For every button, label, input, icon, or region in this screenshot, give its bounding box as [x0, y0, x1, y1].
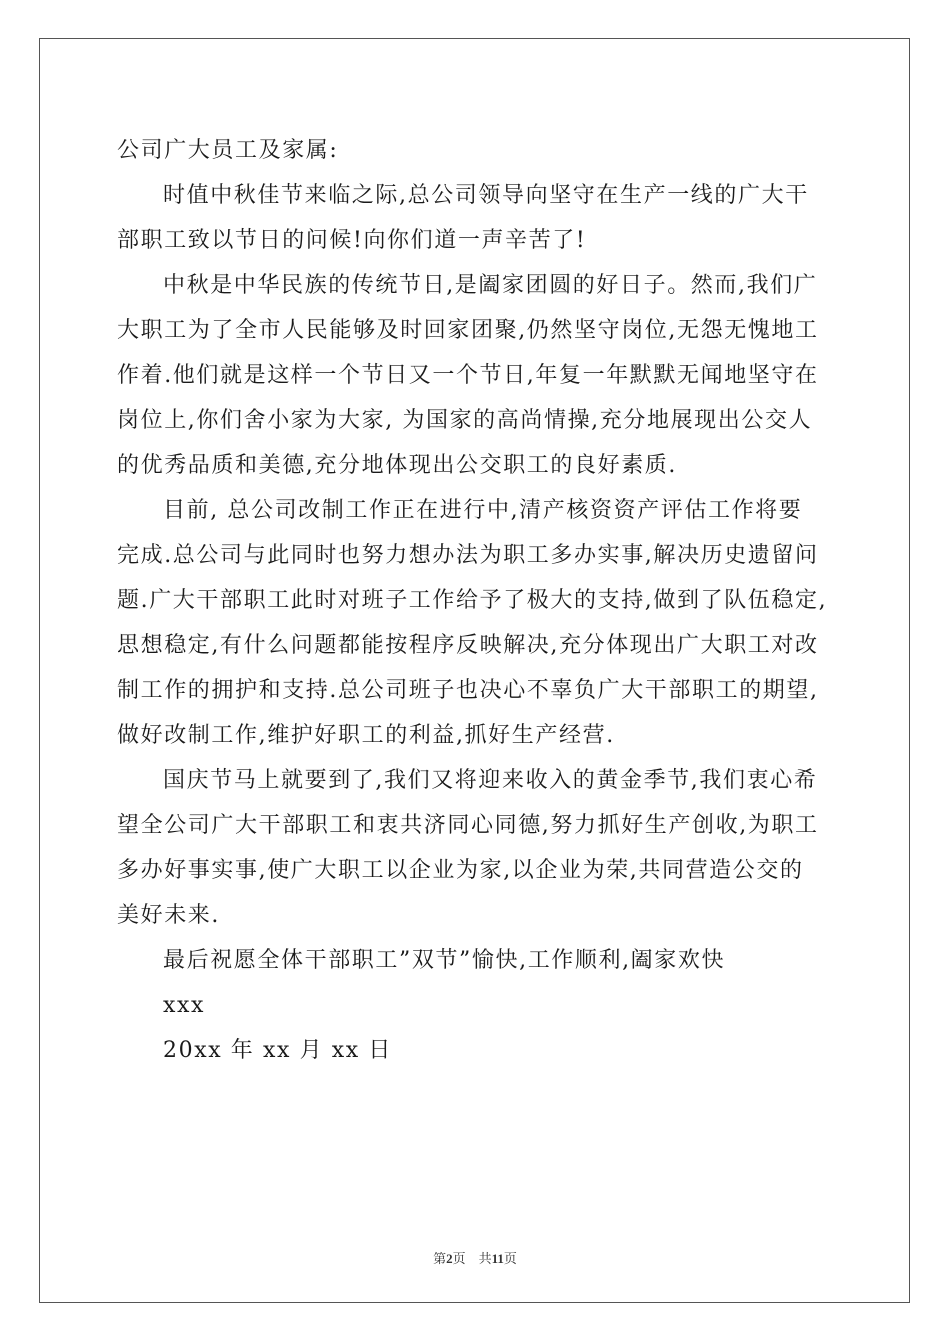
paragraph-2-line: 作着.他们就是这样一个节日又一个节日,年复一年默默无闻地坚守在	[117, 363, 819, 388]
paragraph-3-line: 制工作的拥护和支持.总公司班子也决心不辜负广大干部职工的期望,	[117, 678, 819, 703]
paragraph-3-line: 完成.总公司与此同时也努力想办法为职工多办实事,解决历史遗留问	[117, 543, 819, 568]
total-page-count: 11	[491, 1251, 504, 1266]
paragraph-2-line: 大职工为了全市人民能够及时回家团聚,仍然坚守岗位,无怨无愧地工	[117, 318, 819, 343]
paragraph-1-line: 部职工致以节日的问候!向你们道一声辛苦了!	[117, 228, 587, 253]
paragraph-3-line: 目前, 总公司改制工作正在进行中,清产核资资产评估工作将要	[163, 498, 803, 523]
paragraph-4-line: 美好未来.	[117, 903, 220, 928]
paragraph-4-line: 多办好事实事,使广大职工以企业为家,以企业为荣,共同营造公交的	[117, 858, 804, 883]
paragraph-1-line: 时值中秋佳节来临之际,总公司领导向坚守在生产一线的广大干	[163, 183, 809, 208]
letter-body	[117, 128, 837, 1073]
page-separator: 页 共	[452, 1251, 492, 1266]
current-page-number: 2	[446, 1251, 453, 1266]
paragraph-3-line: 做好改制工作,维护好职工的利益,抓好生产经营.	[117, 723, 615, 748]
paragraph-4-line: 望全公司广大干部职工和衷共济同心同德,努力抓好生产创收,为职工	[117, 813, 819, 838]
page-prefix: 第	[433, 1251, 447, 1266]
page-suffix: 页	[503, 1251, 517, 1266]
page-number-footer	[0, 1248, 950, 1267]
paragraph-3-line: 思想稳定,有什么问题都能按程序反映解决,充分体现出广大职工对改	[117, 633, 819, 658]
paragraph-2-line: 岗位上,你们舍小家为大家, 为国家的高尚情操,充分地展现出公交人	[117, 408, 813, 433]
signature: xxx	[163, 993, 206, 1018]
date-line: 20xx 年 xx 月 xx 日	[163, 1038, 393, 1063]
paragraph-2-line: 的优秀品质和美德,充分地体现出公交职工的良好素质.	[117, 453, 677, 478]
salutation: 公司广大员工及家属:	[117, 138, 339, 163]
paragraph-3-line: 题.广大干部职工此时对班子工作给予了极大的支持,做到了队伍稳定,	[117, 588, 828, 613]
closing-wish: 最后祝愿全体干部职工”双节”愉快,工作顺利,阖家欢快	[163, 948, 726, 973]
paragraph-4-line: 国庆节马上就要到了,我们又将迎来收入的黄金季节,我们衷心希	[163, 768, 818, 793]
paragraph-2-line: 中秋是中华民族的传统节日,是阖家团圆的好日子。然而,我们广	[163, 273, 818, 298]
